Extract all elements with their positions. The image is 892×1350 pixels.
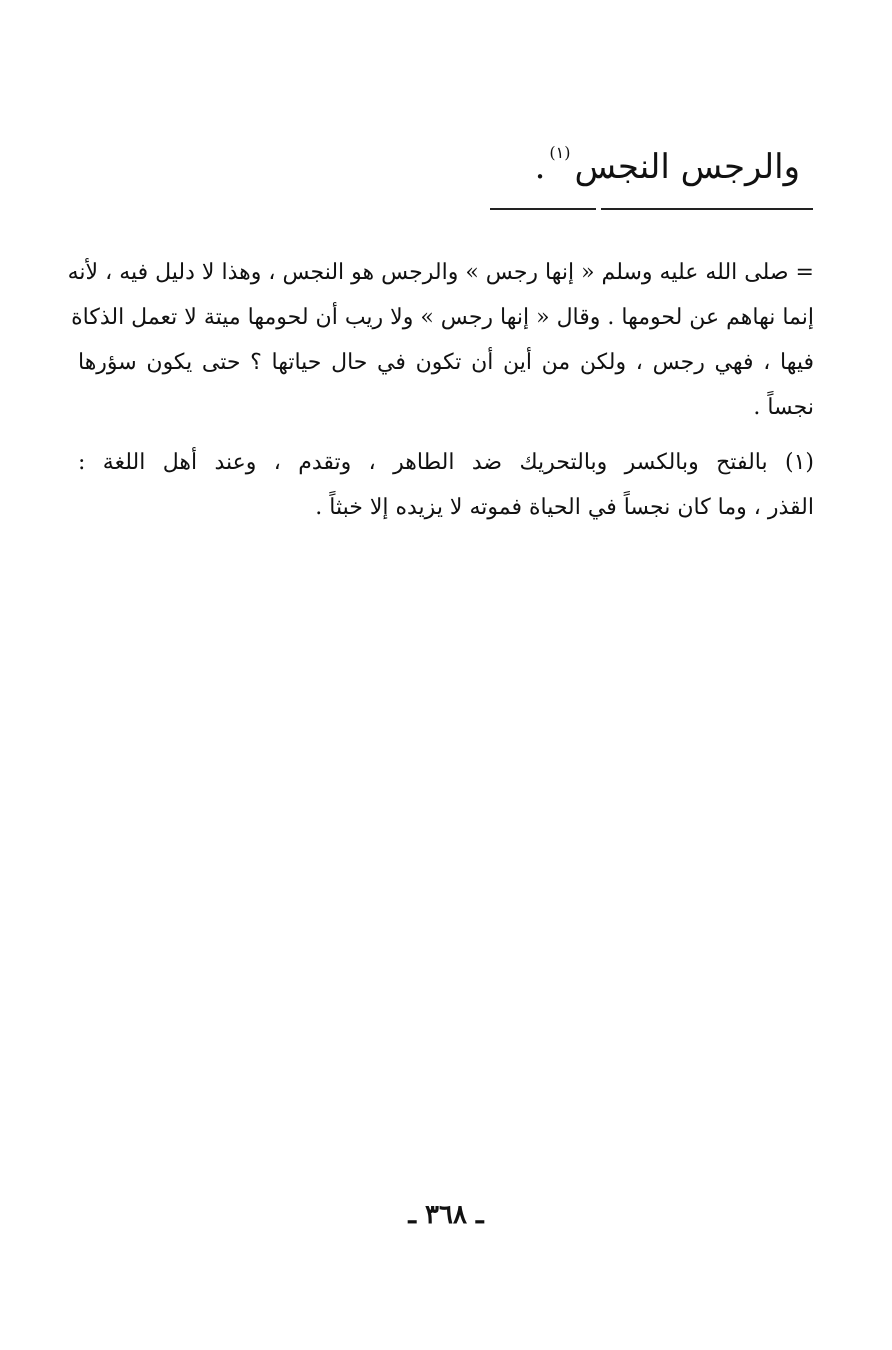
footnote-line: فيها ، فهي رجس ، ولكن من أين أن تكون في حال حياتها ؟ حتى يكون سؤرها — [78, 350, 814, 375]
footnote-continuation — [67, 250, 814, 430]
footnote-marker: (١) — [549, 143, 571, 162]
footnotes-section — [67, 250, 814, 530]
footnote-line: نجساً . — [753, 395, 814, 420]
footnote-line: = صلى الله عليه وسلم « إنها رجس » والرجس هو النجس ، وهذا لا دليل فيه ، لأنه — [67, 260, 814, 285]
footnote-separator-short — [490, 208, 596, 210]
footnote-separator — [601, 208, 813, 210]
footnote-line: القذر ، وما كان نجساً في الحياة فموته لا يزيده إلا خبثاً . — [315, 495, 814, 520]
main-text-line — [535, 128, 800, 192]
main-text: والرجس النجس — [574, 147, 800, 187]
footnote-1 — [78, 440, 814, 530]
page-number: ـ ٣٦٨ ـ — [408, 1200, 484, 1230]
main-text-end: . — [534, 147, 546, 187]
footnote-line: (١) بالفتح وبالكسر وبالتحريك ضد الطاهر ، وتقدم ، وعند أهل اللغة : — [78, 450, 814, 475]
footnote-line: إنما نهاهم عن لحومها . وقال « إنها رجس » ولا ريب أن لحومها ميتة لا تعمل الذكاة — [71, 305, 814, 330]
